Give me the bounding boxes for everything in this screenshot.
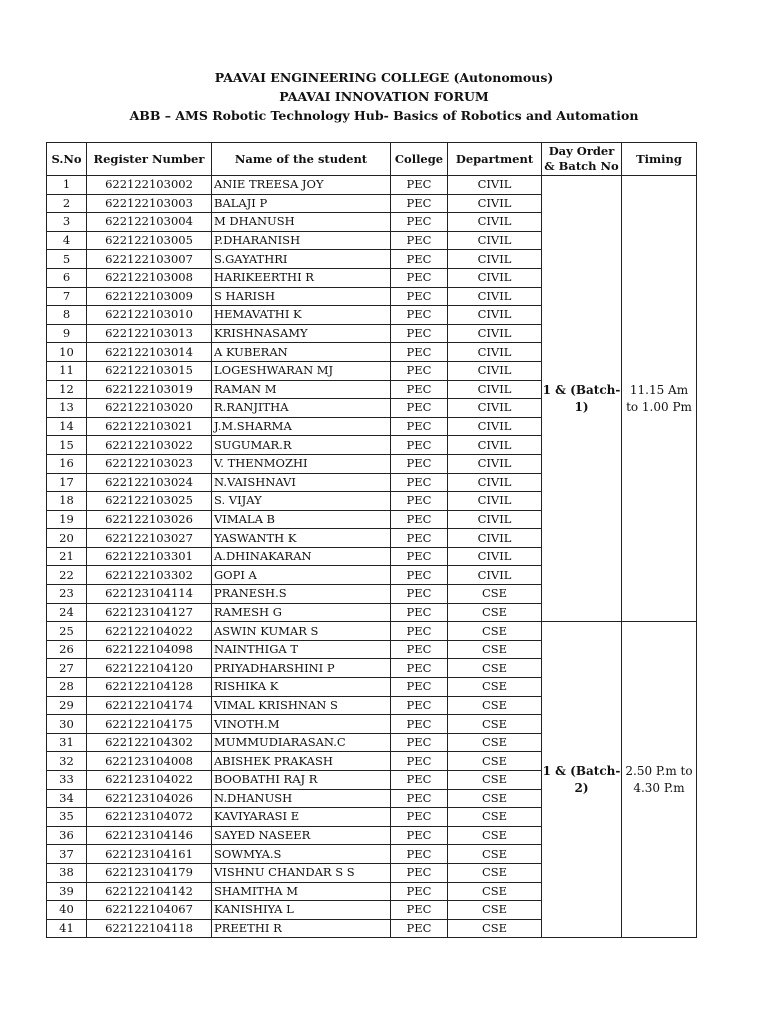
cell-sno: 5 [47,250,87,269]
cell-sno: 8 [47,306,87,325]
cell-college: PEC [391,417,448,436]
cell-student-name: SUGUMAR.R [212,436,391,455]
cell-register-number: 622122104098 [87,640,212,659]
cell-register-number: 622122103015 [87,361,212,380]
cell-student-name: A.DHINAKARAN [212,547,391,566]
cell-register-number: 622122103010 [87,306,212,325]
cell-college: PEC [391,901,448,920]
cell-sno: 39 [47,882,87,901]
cell-sno: 33 [47,771,87,790]
cell-register-number: 622122103022 [87,436,212,455]
batch-cell: 1 & (Batch-1) [542,176,622,622]
cell-college: PEC [391,473,448,492]
cell-sno: 38 [47,863,87,882]
cell-register-number: 622122103013 [87,324,212,343]
cell-student-name: PREETHI R [212,919,391,938]
cell-register-number: 622122103019 [87,380,212,399]
cell-department: CSE [448,863,542,882]
cell-college: PEC [391,361,448,380]
cell-college: PEC [391,176,448,195]
cell-sno: 28 [47,678,87,697]
cell-register-number: 622122103024 [87,473,212,492]
cell-register-number: 622122103009 [87,287,212,306]
cell-register-number: 622122103301 [87,547,212,566]
student-batch-table [46,142,697,938]
cell-college: PEC [391,771,448,790]
cell-student-name: VISHNU CHANDAR S S [212,863,391,882]
cell-college: PEC [391,752,448,771]
cell-college: PEC [391,696,448,715]
cell-register-number: 622122103021 [87,417,212,436]
cell-department: CSE [448,603,542,622]
cell-sno: 14 [47,417,87,436]
cell-register-number: 622122104067 [87,901,212,920]
cell-college: PEC [391,733,448,752]
cell-student-name: GOPI A [212,566,391,585]
batch-cell: 1 & (Batch-2) [542,622,622,938]
cell-sno: 3 [47,213,87,232]
cell-student-name: S.GAYATHRI [212,250,391,269]
cell-sno: 18 [47,492,87,511]
cell-student-name: RAMAN M [212,380,391,399]
cell-student-name: PRIYADHARSHINI P [212,659,391,678]
cell-register-number: 622122104302 [87,733,212,752]
cell-sno: 40 [47,901,87,920]
cell-register-number: 622123104114 [87,585,212,604]
cell-college: PEC [391,659,448,678]
cell-department: CSE [448,919,542,938]
cell-sno: 24 [47,603,87,622]
cell-register-number: 622122103014 [87,343,212,362]
cell-department: CSE [448,826,542,845]
cell-sno: 4 [47,231,87,250]
cell-department: CIVIL [448,510,542,529]
col-header-department: Department [448,143,542,176]
cell-student-name: V. THENMOZHI [212,454,391,473]
cell-register-number: 622122104175 [87,715,212,734]
cell-register-number: 622123104072 [87,808,212,827]
cell-student-name: ABISHEK PRAKASH [212,752,391,771]
cell-sno: 36 [47,826,87,845]
cell-register-number: 622123104161 [87,845,212,864]
page-cutoff-mask [0,938,768,1024]
cell-student-name: BALAJI P [212,194,391,213]
cell-sno: 31 [47,733,87,752]
cell-sno: 9 [47,324,87,343]
cell-register-number: 622122104022 [87,622,212,641]
cell-register-number: 622123104127 [87,603,212,622]
col-header-timing: Timing [622,143,697,176]
cell-student-name: N.VAISHNAVI [212,473,391,492]
table-body [47,176,697,938]
cell-student-name: VIMAL KRISHNAN S [212,696,391,715]
cell-college: PEC [391,863,448,882]
cell-department: CSE [448,845,542,864]
col-header-day-order-batch: Day Order & Batch No [542,143,622,176]
cell-register-number: 622122104142 [87,882,212,901]
cell-sno: 11 [47,361,87,380]
cell-student-name: A KUBERAN [212,343,391,362]
cell-college: PEC [391,194,448,213]
cell-student-name: ASWIN KUMAR S [212,622,391,641]
cell-college: PEC [391,919,448,938]
cell-student-name: PRANESH.S [212,585,391,604]
cell-sno: 22 [47,566,87,585]
forum-title: PAAVAI INNOVATION FORUM [279,89,489,104]
cell-department: CSE [448,715,542,734]
cell-college: PEC [391,436,448,455]
timing-cell: 11.15 Am to 1.00 Pm [622,176,697,622]
cell-college: PEC [391,343,448,362]
college-title: PAAVAI ENGINEERING COLLEGE (Autonomous) [214,70,554,85]
cell-college: PEC [391,213,448,232]
cell-college: PEC [391,268,448,287]
cell-student-name: VINOTH.M [212,715,391,734]
cell-department: CIVIL [448,380,542,399]
cell-department: CIVIL [448,194,542,213]
cell-register-number: 622123104146 [87,826,212,845]
timing-cell: 2.50 P.m to 4.30 P.m [622,622,697,938]
cell-student-name: SHAMITHA M [212,882,391,901]
cell-student-name: R.RANJITHA [212,399,391,418]
cell-department: CSE [448,808,542,827]
cell-department: CIVIL [448,250,542,269]
col-header-student-name: Name of the student [212,143,391,176]
cell-student-name: SAYED NASEER [212,826,391,845]
cell-sno: 17 [47,473,87,492]
cell-register-number: 622122103007 [87,250,212,269]
cell-college: PEC [391,640,448,659]
cell-sno: 20 [47,529,87,548]
cell-sno: 7 [47,287,87,306]
program-title: ABB – AMS Robotic Technology Hub- Basics of Robotics and Automation [129,108,639,123]
cell-department: CIVIL [448,324,542,343]
cell-college: PEC [391,845,448,864]
cell-sno: 41 [47,919,87,938]
cell-register-number: 622122104174 [87,696,212,715]
cell-register-number: 622123104026 [87,789,212,808]
cell-register-number: 622122103003 [87,194,212,213]
cell-sno: 26 [47,640,87,659]
cell-student-name: P.DHARANISH [212,231,391,250]
cell-college: PEC [391,306,448,325]
cell-sno: 1 [47,176,87,195]
cell-register-number: 622122104128 [87,678,212,697]
cell-department: CIVIL [448,417,542,436]
cell-sno: 6 [47,268,87,287]
cell-register-number: 622122103026 [87,510,212,529]
cell-department: CSE [448,882,542,901]
cell-college: PEC [391,454,448,473]
cell-sno: 10 [47,343,87,362]
cell-college: PEC [391,603,448,622]
cell-sno: 30 [47,715,87,734]
table-row [47,176,697,195]
cell-sno: 19 [47,510,87,529]
cell-register-number: 622122103027 [87,529,212,548]
cell-college: PEC [391,231,448,250]
cell-department: CSE [448,678,542,697]
cell-sno: 29 [47,696,87,715]
table-row [47,622,697,641]
cell-register-number: 622122103005 [87,231,212,250]
cell-department: CIVIL [448,492,542,511]
cell-department: CSE [448,771,542,790]
col-header-register-number: Register Number [87,143,212,176]
cell-register-number: 622123104022 [87,771,212,790]
cell-department: CSE [448,640,542,659]
cell-sno: 37 [47,845,87,864]
cell-register-number: 622122103023 [87,454,212,473]
cell-sno: 12 [47,380,87,399]
cell-college: PEC [391,622,448,641]
cell-college: PEC [391,808,448,827]
cell-register-number: 622122103004 [87,213,212,232]
cell-student-name: M DHANUSH [212,213,391,232]
cell-college: PEC [391,789,448,808]
cell-student-name: RISHIKA K [212,678,391,697]
cell-student-name: RAMESH G [212,603,391,622]
cell-department: CIVIL [448,306,542,325]
cell-register-number: 622122103020 [87,399,212,418]
cell-department: CSE [448,752,542,771]
cell-sno: 25 [47,622,87,641]
cell-student-name: YASWANTH K [212,529,391,548]
cell-sno: 27 [47,659,87,678]
cell-student-name: S HARISH [212,287,391,306]
cell-department: CIVIL [448,176,542,195]
cell-department: CSE [448,789,542,808]
cell-department: CSE [448,659,542,678]
cell-department: CIVIL [448,287,542,306]
cell-college: PEC [391,529,448,548]
cell-student-name: BOOBATHI RAJ R [212,771,391,790]
cell-student-name: LOGESHWARAN MJ [212,361,391,380]
cell-department: CSE [448,901,542,920]
cell-student-name: J.M.SHARMA [212,417,391,436]
cell-college: PEC [391,882,448,901]
cell-department: CIVIL [448,231,542,250]
cell-student-name: VIMALA B [212,510,391,529]
cell-department: CIVIL [448,213,542,232]
cell-department: CIVIL [448,399,542,418]
cell-college: PEC [391,250,448,269]
cell-student-name: SOWMYA.S [212,845,391,864]
cell-sno: 21 [47,547,87,566]
cell-department: CIVIL [448,473,542,492]
cell-college: PEC [391,380,448,399]
cell-sno: 16 [47,454,87,473]
cell-register-number: 622122104120 [87,659,212,678]
cell-department: CSE [448,696,542,715]
cell-department: CSE [448,733,542,752]
cell-department: CIVIL [448,566,542,585]
cell-college: PEC [391,492,448,511]
cell-student-name: NAINTHIGA T [212,640,391,659]
cell-college: PEC [391,678,448,697]
cell-register-number: 622122103302 [87,566,212,585]
cell-department: CIVIL [448,454,542,473]
cell-student-name: HEMAVATHI K [212,306,391,325]
cell-college: PEC [391,826,448,845]
cell-student-name: S. VIJAY [212,492,391,511]
cell-register-number: 622122103025 [87,492,212,511]
cell-student-name: HARIKEERTHI R [212,268,391,287]
cell-register-number: 622122103002 [87,176,212,195]
cell-student-name: N.DHANUSH [212,789,391,808]
cell-sno: 13 [47,399,87,418]
cell-department: CIVIL [448,547,542,566]
cell-college: PEC [391,510,448,529]
col-header-college: College [391,143,448,176]
cell-sno: 32 [47,752,87,771]
cell-sno: 2 [47,194,87,213]
col-header-sno: S.No [47,143,87,176]
cell-sno: 15 [47,436,87,455]
cell-college: PEC [391,324,448,343]
cell-sno: 34 [47,789,87,808]
cell-student-name: ANIE TREESA JOY [212,176,391,195]
cell-college: PEC [391,287,448,306]
cell-department: CSE [448,622,542,641]
cell-department: CIVIL [448,436,542,455]
table-header-row [47,143,697,176]
cell-sno: 35 [47,808,87,827]
cell-register-number: 622123104179 [87,863,212,882]
cell-college: PEC [391,585,448,604]
cell-register-number: 622122104118 [87,919,212,938]
cell-college: PEC [391,715,448,734]
cell-student-name: KANISHIYA L [212,901,391,920]
cell-register-number: 622123104008 [87,752,212,771]
cell-register-number: 622122103008 [87,268,212,287]
cell-department: CIVIL [448,268,542,287]
cell-department: CIVIL [448,343,542,362]
cell-college: PEC [391,547,448,566]
cell-student-name: KRISHNASAMY [212,324,391,343]
cell-college: PEC [391,566,448,585]
cell-department: CIVIL [448,529,542,548]
cell-college: PEC [391,399,448,418]
cell-student-name: KAVIYARASI E [212,808,391,827]
cell-student-name: MUMMUDIARASAN.C [212,733,391,752]
cell-department: CSE [448,585,542,604]
cell-sno: 23 [47,585,87,604]
cell-department: CIVIL [448,361,542,380]
